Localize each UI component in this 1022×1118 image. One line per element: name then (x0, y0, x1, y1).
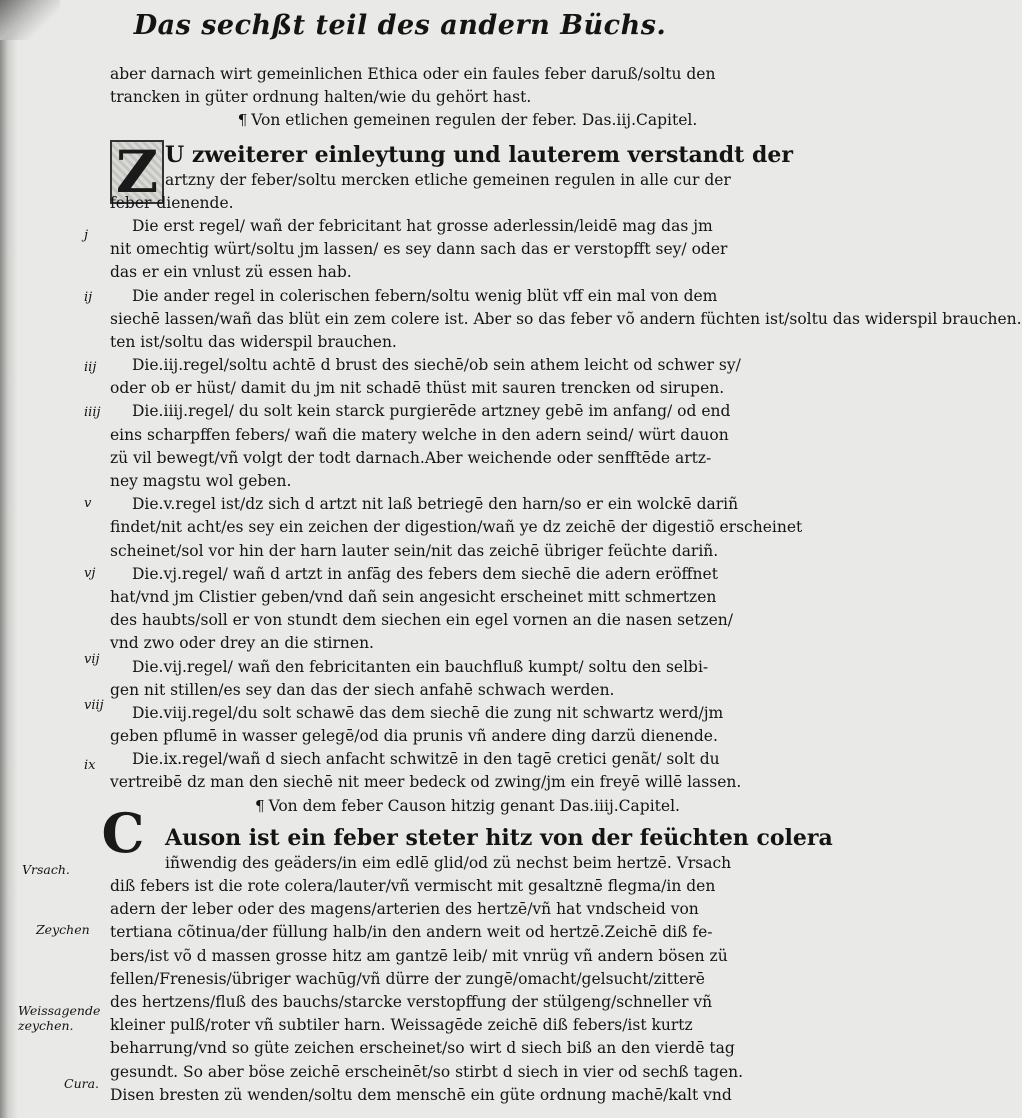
rule-numeral: iiij (84, 405, 101, 420)
rule-line: Die ander regel in colerischen febern/soltu wenig blüt vff ein mal von dem (132, 286, 718, 305)
margin-note-weissagende: Weissagende zeychen. (18, 1003, 101, 1033)
rule-line: Die.iij.regel/soltu achtē d brust des siechē/ob sein athem leicht od schwer sy/ (132, 356, 741, 375)
text-line: feber dienende. (110, 193, 234, 212)
text-line: des hertzens/fluß des bauchs/starcke verstopffung der stülgeng/schneller vñ (110, 992, 713, 1011)
chapter-opening-line: U zweiterer einleytung und lauterem verstandt der (165, 141, 793, 168)
text-line: beharrung/vnd so güte zeichen erscheinet/so wirt d siech biß an den vierdē tag (110, 1039, 735, 1058)
text-line: gen nit stillen/es sey dan das der siech anfahē schwach werden. (110, 680, 615, 699)
rule-numeral: v (84, 496, 92, 511)
rule-line: Die.vj.regel/ wañ d artzt in anfāg des febers dem siechē die adern eröffnet (132, 564, 718, 583)
text-line: artzny der feber/soltu mercken etliche gemeinen regulen in alle cur der (165, 170, 731, 189)
text-line: des haubts/soll er von stundt dem siechen ein egel vornen an die nasen setzen/ (110, 611, 733, 630)
text-line: vnd zwo oder drey an die stirnen. (110, 634, 374, 653)
text-line: findet/nit acht/es sey ein zeichen der digestion/wañ ye dz zeichē der digestiõ erscheinet (110, 518, 803, 537)
text-line: ney magstu wol geben. (110, 472, 292, 490)
text-line: scheinet/sol vor hin der harn lauter sein/nit das zeichē übriger feüchte dariñ. (110, 541, 719, 560)
rule-numeral: vij (84, 652, 100, 667)
rule-line: Die erst regel/ wañ der febricitant hat grosse aderlessin/leidē mag das jm (132, 216, 713, 235)
text-line: diß febers ist die rote colera/lauter/vñ vermischt mit gesaltznē flegma/in den (110, 877, 716, 895)
text-line: tertiana cõtinua/der füllung halb/in den andern weit od hertzē.Zeichē diß fe- (110, 923, 713, 942)
page-body (110, 63, 1022, 1107)
text-line: iñwendig des geäders/in eim edlē glid/od zü nechst beim hertzē. Vrsach (165, 853, 732, 872)
text-line: das er ein vnlust zü essen hab. (110, 263, 352, 282)
rule-line: Die.ix.regel/wañ d siech anfacht schwitzē in den tagē cretici genãt/ solt du (132, 750, 720, 769)
text-line: aber darnach wirt gemeinlichen Ethica oder ein faules feber daruß/soltu den (110, 65, 716, 83)
decorated-initial-c: C (101, 801, 145, 865)
rule-line: Die.vij.regel/ wañ den febricitanten ein bauchfluß kumpt/ soltu den selbi- (132, 657, 709, 676)
rule-line: Die.v.regel ist/dz sich d artzt nit laß betriegē den harn/so er ein wolckē dariñ (132, 495, 739, 514)
rule-numeral: vj (84, 566, 96, 581)
rule-numeral: ix (84, 758, 96, 773)
margin-note-cura: Cura. (64, 1076, 100, 1091)
text-line: adern der leber oder des magens/arterien des hertzē/vñ hat vndscheid von (110, 900, 699, 919)
rule-numeral: j (84, 228, 89, 243)
text-line: geben pflumē in wasser gelegē/od dia prunis vñ andere ding darzü dienende. (110, 727, 718, 746)
rule-numeral: ij (84, 290, 93, 305)
chapter-heading: ¶ Von etlichen gemeinen regulen der feber. Das.iij.Capitel. (237, 111, 698, 130)
scan-edge (0, 0, 18, 1118)
rule-line: Die.viij.regel/du solt schawē das dem siechē die zung nit schwartz werd/jm (132, 703, 724, 722)
page-header: Das sechßt teil des andern Büchs. (133, 10, 667, 41)
text-line: trancken in güter ordnung halten/wie du gehört hast. (110, 88, 532, 107)
text-line: Disen bresten zü wenden/soltu dem menschē ein güte ordnung machē/kalt vnd (110, 1085, 732, 1104)
text-line: vertreibē dz man den siechē nit meer bedeck od zwing/jm ein freyē willē lassen. (110, 773, 742, 792)
text-line: nit omechtig würt/soltu jm lassen/ es sey dann sach das er verstopfft sey/ oder (110, 240, 728, 259)
text-line: gesundt. So aber böse zeichē erscheinēt/so stirbt d siech in vier od sechß tagen. (110, 1062, 744, 1081)
rule-line: Die.iiij.regel/ du solt kein starck purgierēde artzney gebē im anfang/ od end (132, 402, 731, 421)
chapter-heading: ¶ Von dem feber Causon hitzig genant Das.iiij.Capitel. (255, 796, 680, 815)
rule-numeral: viij (84, 698, 104, 713)
margin-note-ursach: Vrsach. (22, 862, 70, 877)
rule-numeral: iij (84, 360, 97, 375)
text-line: siechē lassen/wañ das blüt ein zem colere ist. Aber so das feber võ andern füchten ist/soltu das widerspil brauchen. (110, 309, 1022, 328)
decorated-initial-z: Z (110, 140, 164, 204)
text-line: kleiner pulß/roter vñ subtiler harn. Weissagēde zeichē diß febers/ist kurtz (110, 1016, 693, 1035)
text-line: eins scharpffen febers/ wañ die matery welche in den adern seind/ würt dauon (110, 425, 729, 444)
text-line: zü vil bewegt/vñ volgt der todt darnach.Aber weichende oder senfftēde artz- (110, 448, 712, 467)
chapter-opening-line: Auson ist ein feber steter hitz von der feüchten colera (165, 824, 833, 851)
margin-note-zeychen: Zeychen (36, 922, 90, 937)
text-line: ten ist/soltu das widerspil brauchen. (110, 332, 397, 351)
text-line: hat/vnd jm Clistier geben/vnd dañ sein angesicht erscheinet mitt schmertzen (110, 587, 717, 606)
text-line: oder ob er hüst/ damit du jm nit schadē thüst mit sauren trencken od sirupen. (110, 379, 725, 398)
text-line: fellen/Frenesis/übriger wachūg/vñ dürre der zungē/omacht/gelsucht/zitterē (110, 969, 705, 988)
text-line: bers/ist võ d massen grosse hitz am gantzē leib/ mit vnrüg vñ andern bösen zü (110, 946, 728, 965)
